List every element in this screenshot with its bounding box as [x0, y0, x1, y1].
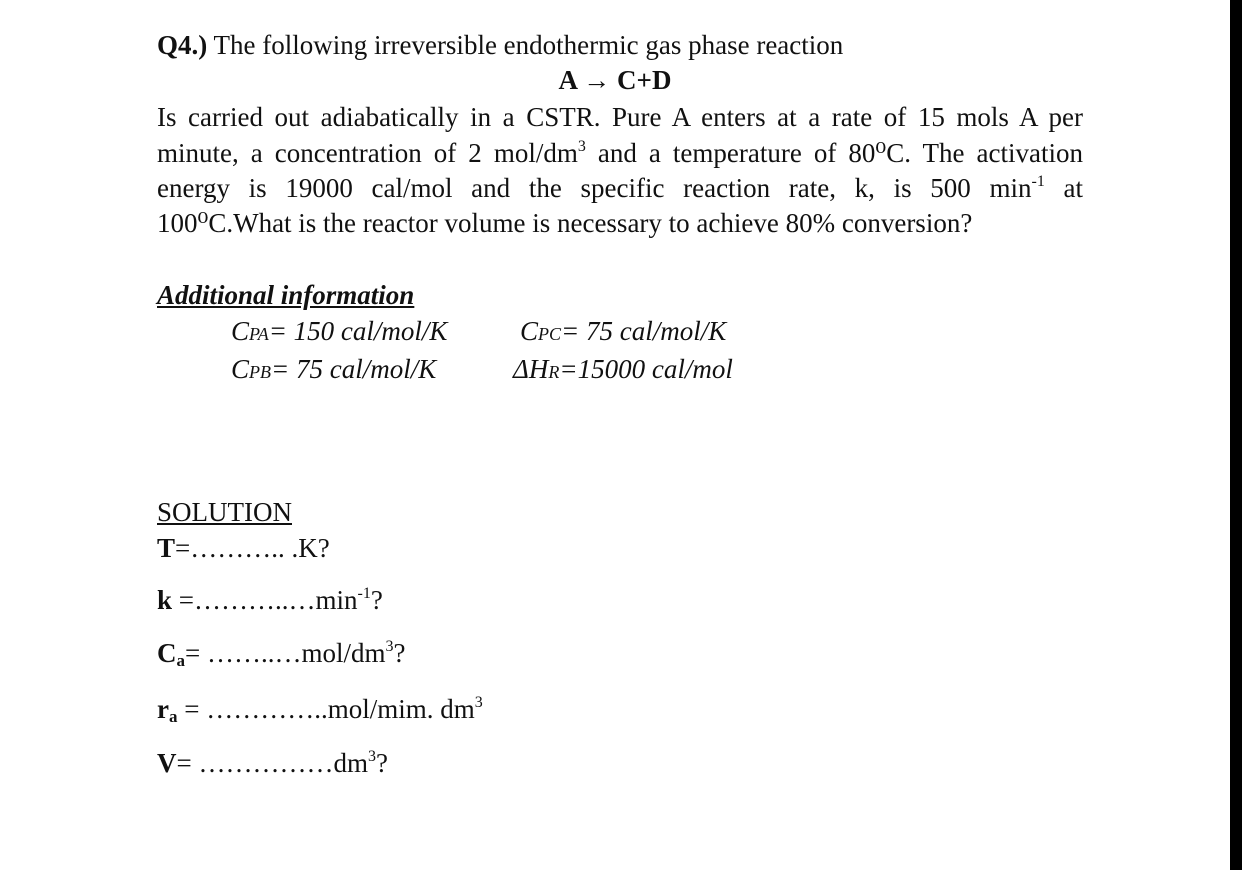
solution-rate-constant: $k =\dots\dots\dots..\dots\min^{-1}$? [157, 585, 383, 615]
question-intro-line [157, 28, 843, 62]
cpb-value: CPB= 75 cal/mol/K [231, 354, 437, 384]
question-line-2: minute, a concentration of 2 mol/$dm^3$ and a temperature of 80⁰C. The activation [157, 138, 1083, 168]
question-line-4: 100⁰C.What is the reactor volume is necessary to achieve 80% conversion? [157, 208, 973, 238]
additional-info-heading: Additional information [157, 280, 415, 310]
cpa-value: CPA= 150 cal/mol/K [231, 316, 448, 346]
solution-reaction-rate: ra = …………..mol/mim. $dm^3$ [157, 694, 483, 726]
question-label: Q4.) [157, 30, 208, 60]
solution-temperature: T=……….. .K? [157, 533, 330, 563]
solution-concentration: $Ca= \dots\dots..\dots mol/dm^3$? [157, 638, 406, 670]
question-line-1: Is carried out adiabatically in a CSTR. Pure A enters at a rate of 15 mols A per [157, 102, 1083, 132]
solution-volume: $V= \dots\dots\dots\dots\dots dm^3$? [157, 748, 388, 778]
question-intro: The following irreversible endothermic gas phase reaction [213, 30, 844, 60]
heat-of-reaction-value: ΔHR=15000 cal/mol [513, 354, 733, 384]
solution-heading: SOLUTION [157, 497, 292, 527]
cpc-value: CPC= 75 cal/mol/K [520, 316, 727, 346]
question-line-3: energy is 19000 cal/mol and the specific reaction rate, k, is 500 $\min^{-1}$ at [157, 173, 1083, 203]
reaction-equation: A → C+D [558, 65, 672, 95]
